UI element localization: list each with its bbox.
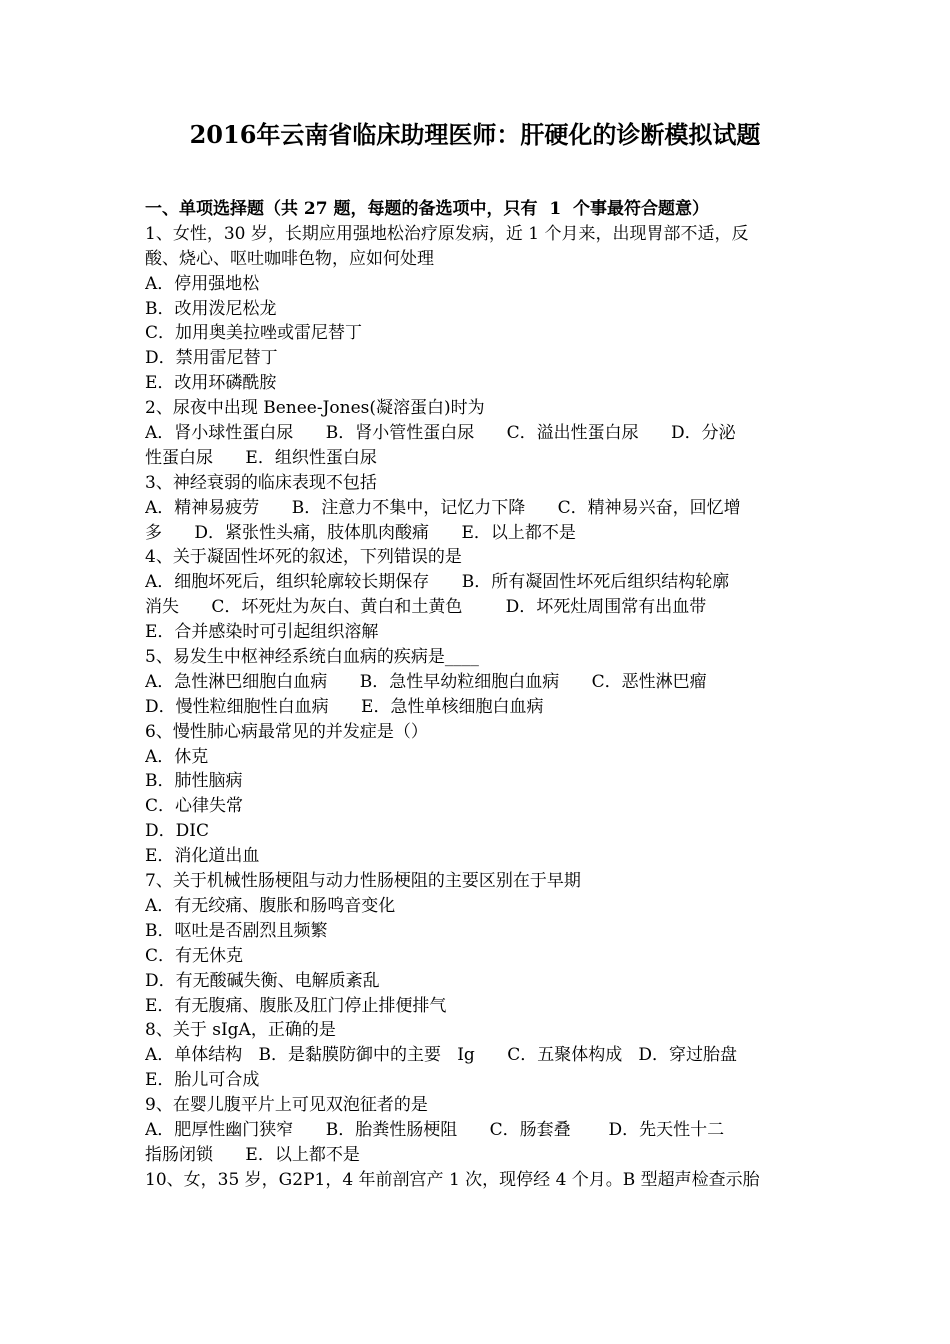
text-line: 消失 C．坏死灶为灰白、黄白和土黄色 D．坏死灶周围常有出血带 xyxy=(145,597,707,618)
text-line: 6、慢性肺心病最常见的并发症是（） xyxy=(145,721,428,742)
text-line: E．胎儿可合成 xyxy=(145,1070,260,1091)
document-title: 2016年云南省临床助理医师：肝硬化的诊断模拟试题 xyxy=(189,120,761,149)
text-line: 9、在婴儿腹平片上可见双泡征者的是 xyxy=(145,1095,428,1116)
text-line: 2、尿夜中出现 Benee-Jones(凝溶蛋白)时为 xyxy=(145,398,485,419)
text-line: A．休克 xyxy=(145,746,209,767)
text-line: A．单体结构 B．是黏膜防御中的主要 Ig C．五聚体构成 D．穿过胎盘 xyxy=(145,1045,738,1066)
text-line: 10、女，35 岁，G2P1，4 年前剖宫产 1 次，现停经 4 个月。B 型超声检查示胎 xyxy=(145,1169,760,1190)
text-line: 5、易发生中枢神经系统白血病的疾病是____ xyxy=(145,647,479,668)
text-line: 1、女性，30 岁，长期应用强地松治疗原发病，近 1 个月来，出现胃部不适，反 xyxy=(145,223,749,244)
section-heading: 一、单项选择题（共 27 题，每题的备选项中，只有 1 个事最符合题意） xyxy=(145,199,709,219)
text-line: 酸、烧心、呕吐咖啡色物，应如何处理 xyxy=(145,248,434,269)
text-line: 性蛋白尿 E．组织性蛋白尿 xyxy=(145,447,377,468)
text-line: D．DIC xyxy=(145,821,209,842)
text-line: A．细胞坏死后，组织轮廓较长期保存 B．所有凝固性坏死后组织结构轮廓 xyxy=(145,572,730,593)
text-line: B．改用泼尼松龙 xyxy=(145,298,277,319)
text-line: A．有无绞痛、腹胀和肠鸣音变化 xyxy=(145,895,396,916)
text-line: A．精神易疲劳 B．注意力不集中，记忆力下降 C．精神易兴奋，回忆增 xyxy=(145,497,741,518)
text-line: 4、关于凝固性坏死的叙述，下列错误的是 xyxy=(145,547,462,568)
text-line: 3、神经衰弱的临床表现不包括 xyxy=(145,472,377,493)
text-line: E．合并感染时可引起组织溶解 xyxy=(145,622,379,643)
text-line: E．改用环磷酰胺 xyxy=(145,373,277,394)
text-line: 多 D．紧张性头痛，肢体肌肉酸痛 E．以上都不是 xyxy=(145,522,576,543)
text-line: C．加用奥美拉唑或雷尼替丁 xyxy=(145,323,363,344)
text-line: C．有无休克 xyxy=(145,945,244,966)
text-line: 7、关于机械性肠梗阻与动力性肠梗阻的主要区别在于早期 xyxy=(145,871,581,892)
text-line: 8、关于 sIgA，正确的是 xyxy=(145,1020,336,1041)
text-line: A．急性淋巴细胞白血病 B．急性早幼粒细胞白血病 C．恶性淋巴瘤 xyxy=(145,671,707,692)
text-line: D．有无酸碱失衡、电解质紊乱 xyxy=(145,970,380,991)
text-line: D．慢性粒细胞性白血病 E．急性单核细胞白血病 xyxy=(145,696,544,717)
text-line: E．有无腹痛、腹胀及肛门停止排便排气 xyxy=(145,995,447,1016)
text-line: B．呕吐是否剧烈且频繁 xyxy=(145,920,328,941)
text-line: B．肺性脑病 xyxy=(145,771,243,792)
text-line: A．肥厚性幽门狭窄 B．胎粪性肠梗阻 C．肠套叠 D．先天性十二 xyxy=(145,1119,725,1140)
text-line: A．停用强地松 xyxy=(145,273,260,294)
text-line: 指肠闭锁 E．以上都不是 xyxy=(145,1144,360,1165)
text-line: A．肾小球性蛋白尿 B．肾小管性蛋白尿 C．溢出性蛋白尿 D．分泌 xyxy=(145,423,736,444)
document-body xyxy=(145,197,810,1193)
text-line: C．心律失常 xyxy=(145,796,244,817)
text-line: E．消化道出血 xyxy=(145,846,260,867)
text-line: D．禁用雷尼替丁 xyxy=(145,348,278,369)
